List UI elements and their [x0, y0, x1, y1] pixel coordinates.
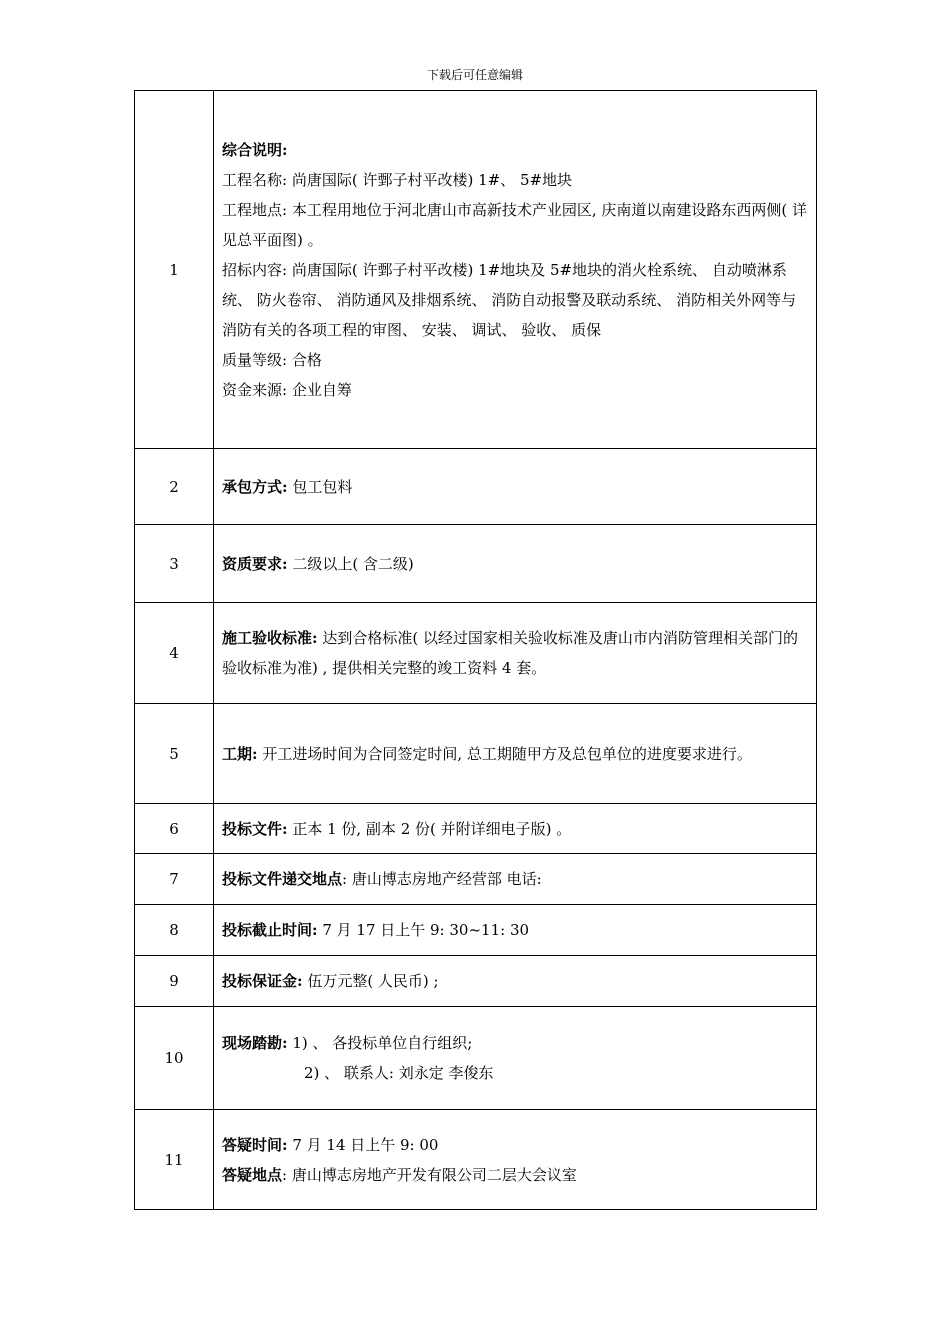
table-row — [135, 804, 817, 854]
row-content — [214, 956, 817, 1007]
table-row — [135, 956, 817, 1007]
table-row — [135, 854, 817, 905]
row-text: : 唐山博志房地产经营部 电话: — [342, 870, 542, 888]
row-content — [214, 704, 817, 804]
row-label: 施工验收标准: — [222, 629, 318, 647]
fund-source: 资金来源: 企业自筹 — [222, 380, 352, 399]
row-label: 现场踏勘: — [222, 1034, 288, 1052]
tender-scope: 招标内容: 尚唐国际( 许鄄子村平改楼) 1#地块及 5#地块的消火栓系统、 自动喷淋系统、 防火卷帘、 消防通风及排烟系统、 消防自动报警及联动系统、 消防相关外网等与消防有关的各项工程的审图、 安装、 调试、 验收、 质保 — [222, 260, 797, 339]
page-header: 下载后可任意编辑 — [426, 68, 523, 82]
row-text: 7 月 14 日上午 9: 00 — [287, 1135, 439, 1154]
row-content — [214, 1110, 817, 1210]
row-number: 1 — [135, 91, 214, 449]
row-content — [214, 603, 817, 704]
section-title: 综合说明: — [222, 140, 288, 159]
row-content — [214, 804, 817, 854]
row-content — [214, 449, 817, 525]
row-text: 开工进场时间为合同签定时间, 总工期随甲方及总包单位的进度要求进行。 — [257, 744, 752, 763]
row-text: 7 月 17 日上午 9: 30~11: 30 — [317, 921, 530, 939]
quality-level: 质量等级: 合格 — [222, 350, 322, 369]
row-text: 伍万元整( 人民币) ; — [302, 972, 439, 990]
row-label: 资质要求: — [222, 554, 288, 573]
table-row — [135, 1110, 817, 1210]
row-label: 投标文件递交地点 — [222, 870, 343, 888]
row-number: 3 — [135, 525, 214, 603]
row-content — [214, 854, 817, 905]
row-text: 达到合格标准( 以经过国家相关验收标准及唐山市内消防管理相关部门的验收标准为准) , 提供相关完整的竣工资料 4 套。 — [222, 629, 798, 677]
row-number: 8 — [135, 905, 214, 956]
row-label: 投标文件: — [222, 819, 288, 838]
project-location: 工程地点: 本工程用地位于河北唐山市高新技术产业园区, 庆南道以南建设路东西两侧( 详见总平面图) 。 — [222, 200, 807, 249]
row-label: 承包方式: — [222, 477, 288, 496]
table-row — [135, 905, 817, 956]
row-content — [214, 905, 817, 956]
row-number: 10 — [135, 1007, 214, 1110]
row-number: 7 — [135, 854, 214, 905]
row-number: 4 — [135, 603, 214, 704]
row-content — [214, 1007, 817, 1110]
row-number: 2 — [135, 449, 214, 525]
row-label: 答疑时间: — [222, 1135, 288, 1154]
table-row — [135, 704, 817, 804]
row-text: 1) 、 各投标单位自行组织; — [287, 1034, 473, 1052]
row-label: 工期: — [222, 744, 258, 763]
row-label-2: 答疑地点 — [222, 1165, 283, 1184]
table-row — [135, 91, 817, 449]
row-number: 11 — [135, 1110, 214, 1210]
row-text-2: : 唐山博志房地产开发有限公司二层大会议室 — [282, 1165, 577, 1184]
project-name: 工程名称: 尚唐国际( 许鄄子村平改楼) 1#、 5#地块 — [222, 170, 573, 189]
row-number: 5 — [135, 704, 214, 804]
table-row — [135, 603, 817, 704]
table-row — [135, 449, 817, 525]
table-row — [135, 525, 817, 603]
row-text: 正本 1 份, 副本 2 份( 并附详细电子版) 。 — [287, 819, 572, 838]
row-number: 9 — [135, 956, 214, 1007]
row-label: 投标截止时间: — [222, 921, 318, 939]
row-content — [214, 91, 817, 449]
tender-table — [134, 90, 817, 1210]
row-label: 投标保证金: — [222, 972, 303, 990]
table-row — [135, 1007, 817, 1110]
row-number: 6 — [135, 804, 214, 854]
contact-person: 2) 、 联系人: 刘永定 李俊东 — [304, 1064, 494, 1082]
row-content — [214, 525, 817, 603]
row-text: 包工包料 — [287, 477, 353, 496]
row-text: 二级以上( 含二级) — [287, 554, 414, 573]
